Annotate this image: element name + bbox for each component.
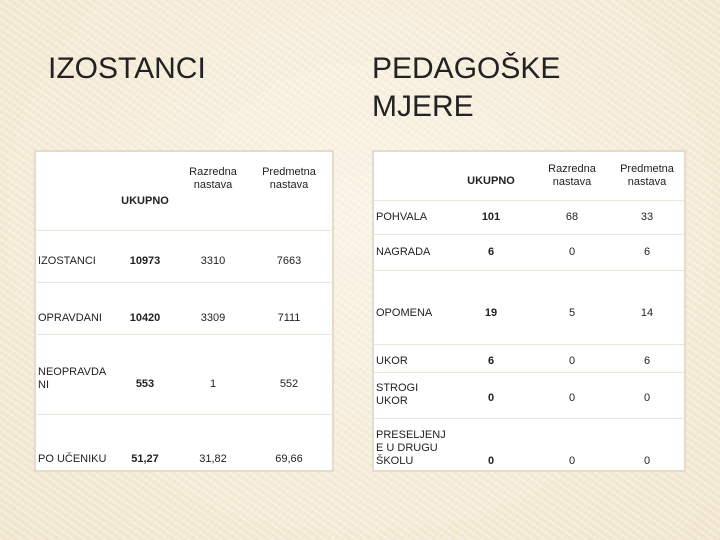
row-label: OPRAVDANI [38,312,102,324]
cell-predmetna: 6 [643,354,651,367]
row-label: NAGRADA [376,245,431,258]
table-row [374,200,684,235]
header-empty [374,152,450,200]
table-row [374,418,684,470]
cell-ukupno: 10973 [129,255,161,267]
table-row [36,334,332,415]
izostanci-table [34,150,334,472]
cell-ukupno: 19 [484,306,498,319]
cell-predmetna: 0 [643,455,651,467]
table-row [374,270,684,345]
row-label: IZOSTANCI [38,255,96,267]
table-row [374,372,684,419]
table-row [36,414,332,470]
cell-predmetna: 0 [643,391,651,404]
table-row [36,282,332,335]
cell-razredna: 68 [565,210,579,223]
row-label: NEOPRAVDA NI [38,366,106,391]
cell-ukupno: 51,27 [131,453,159,465]
table-header-row [374,152,684,201]
cell-razredna: 3310 [200,255,226,267]
cell-predmetna: 7663 [276,255,302,267]
cell-razredna: 5 [568,306,576,319]
izostanci-title: IZOSTANCI [48,52,206,85]
cell-razredna: 1 [209,377,217,390]
cell-razredna: 0 [568,354,576,367]
row-label: POHVALA [376,210,428,223]
cell-predmetna: 7111 [277,312,301,324]
header-razredna: Razredna nastava [189,166,237,191]
cell-razredna: 0 [568,391,576,404]
row-label: PO UČENIKU [38,453,107,465]
row-label: PRESELJENJ E U DRUGU ŠKOLU [376,429,446,467]
header-predmetna: Predmetna nastava [262,166,316,191]
cell-predmetna: 69,66 [275,453,303,465]
cell-razredna: 0 [568,245,576,258]
cell-ukupno: 0 [487,455,495,467]
pedagoske-mjere-table [372,150,686,472]
row-label: UKOR [376,354,408,367]
table-row [374,234,684,271]
cell-predmetna: 33 [640,210,654,223]
header-ukupno: UKUPNO [121,194,169,207]
cell-ukupno: 0 [487,391,495,404]
header-ukupno: UKUPNO [467,174,515,187]
cell-predmetna: 552 [279,377,299,390]
cell-ukupno: 101 [481,210,501,223]
row-label: OPOMENA [376,306,433,319]
cell-ukupno: 6 [487,354,495,367]
cell-ukupno: 6 [487,245,495,258]
header-predmetna: Predmetna nastava [620,163,674,188]
cell-ukupno: 553 [135,377,155,390]
cell-ukupno: 10420 [129,312,161,324]
pedagoske-mjere-title: PEDAGOŠKE MJERE [372,52,561,123]
row-label: STROGI UKOR [376,382,419,407]
cell-razredna: 3309 [200,312,226,324]
header-razredna: Razredna nastava [548,163,596,188]
table-header-row [36,152,332,231]
cell-predmetna: 14 [640,306,654,319]
cell-razredna: 0 [568,455,576,467]
cell-predmetna: 6 [643,245,651,258]
header-empty [36,152,112,230]
cell-razredna: 31,82 [199,453,227,465]
table-row [374,344,684,373]
table-row [36,230,332,283]
